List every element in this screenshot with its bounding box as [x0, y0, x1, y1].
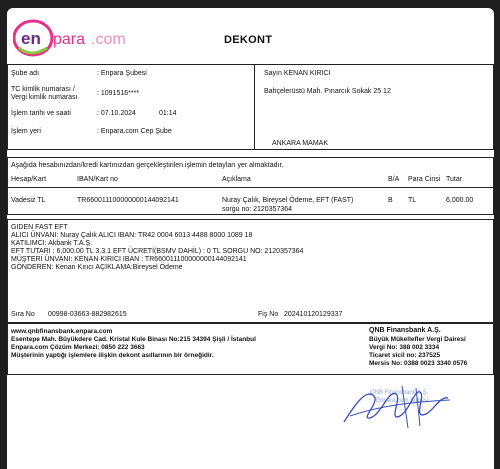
transaction-intro: Aşağıda hesabınızdan/kredi kartınızdan gerçekleştirilen işlemin detayları yer almaktadır.	[11, 162, 284, 169]
date-value: : 07.10.2024	[97, 110, 136, 117]
signature-stamp	[330, 376, 460, 434]
svg-text:para: para	[53, 31, 86, 48]
customer-name: Sayın KENAN KIRICI	[264, 70, 331, 77]
detail-line: GIDEN FAST EFT	[11, 224, 68, 231]
footer-mersis: Mersis No: 0388 0023 3340 0576	[369, 360, 468, 367]
enpara-logo	[13, 18, 133, 58]
customer-address: Bahçelerüstü Mah. Pınarcık Sokak 25 12	[264, 88, 391, 95]
footer-registry: Ticaret sicil no: 237525	[369, 352, 441, 359]
fis-value: 202410120129337	[284, 311, 343, 318]
detail-line: ALICI ÜNVANI: Nuray Çalık ALICI IBAN: TR42 0004 6013 4488 8000 1089 18	[11, 232, 253, 239]
row-description-2: sorgu no: 2120357364	[222, 206, 293, 213]
row-description: Nuray Çalık, Bireysel Ödeme, EFT (FAST)	[222, 197, 354, 204]
footer-bank-name: QNB Finansbank A.Ş.	[369, 327, 441, 334]
svg-text:Enpara.com Şubesi: Enpara.com Şubesi	[376, 398, 429, 404]
tc-value: : 1091516****	[97, 90, 140, 97]
branch-label: Şube adı	[11, 70, 40, 77]
customer-city: ANKARA MAMAK	[272, 140, 329, 147]
svg-text:en: en	[21, 29, 41, 48]
row-ba: B	[388, 197, 393, 204]
footer-website: www.qnbfinansbank.enpara.com	[11, 328, 113, 335]
sira-label: Sıra No	[11, 311, 35, 318]
row-iban: TR660011100000000144092141	[77, 197, 179, 204]
row-currency: TL	[408, 197, 417, 204]
row-account: Vadesiz TL	[11, 197, 46, 204]
row-amount: 6,000.00	[446, 197, 474, 204]
detail-line: EFT TUTARI : 6,000.00 TL 3.3.1 EFT ÜCRETİ(BSMV DAHİL) : 0 TL SORGU NO: 2120357364	[11, 248, 304, 255]
detail-line: KATILIMCI: Akbank T.A.Ş.	[11, 240, 93, 247]
sira-value: 00998-03663-882982615	[48, 311, 127, 318]
branch-value: : Enpara Şubesi	[97, 70, 147, 77]
date-label: İşlem tarihi ve saati	[11, 110, 71, 117]
col-currency: Para Cinsi	[408, 176, 441, 183]
col-amount: Tutar	[446, 176, 463, 183]
location-value: : Enpara.com Cep Şube	[97, 128, 172, 135]
tc-label: TC kimlik numarası /	[11, 86, 75, 93]
col-description: Açıklama	[222, 176, 251, 183]
footer-tax-office: Büyük Mükellefler Vergi Dairesi	[369, 336, 466, 343]
detail-line: MÜŞTERİ ÜNVANI: KENAN KIRICI IBAN : TR660011100000000144092141	[11, 256, 247, 263]
time-value: 01:14	[159, 110, 177, 117]
footer-tax-no: Vergi No: 388 002 3334	[369, 344, 440, 351]
col-account: Hesap/Kart	[11, 176, 47, 183]
tc-label-2: Vergi kimlik numarası	[11, 94, 78, 101]
svg-text:QNB Finansbank A.Ş.: QNB Finansbank A.Ş.	[370, 390, 429, 396]
footer-call-center: Enpara.com Çözüm Merkezi: 0850 222 3663	[11, 344, 145, 351]
fis-label: Fiş No	[258, 311, 279, 318]
footer-address: Esentepe Mah. Büyükdere Cad. Kristal Kule Binası No:215 34394 Şişli / İstanbul	[11, 336, 256, 343]
svg-text:.com: .com	[91, 31, 126, 48]
footer-note: Müşterinin yaptığı işlemlere ilişkin dekont asıllarının bir örneğidir.	[11, 352, 214, 359]
location-label: İşlem yeri	[11, 128, 41, 135]
document-title: DEKONT	[224, 34, 273, 46]
detail-line: GÖNDEREN: Kenan Kırıcı AÇIKLAMA:Bireysel Ödeme	[11, 264, 183, 271]
col-ba: B/A	[388, 176, 400, 183]
table-divider	[7, 187, 494, 188]
col-iban: IBAN/Kart no	[77, 176, 118, 183]
